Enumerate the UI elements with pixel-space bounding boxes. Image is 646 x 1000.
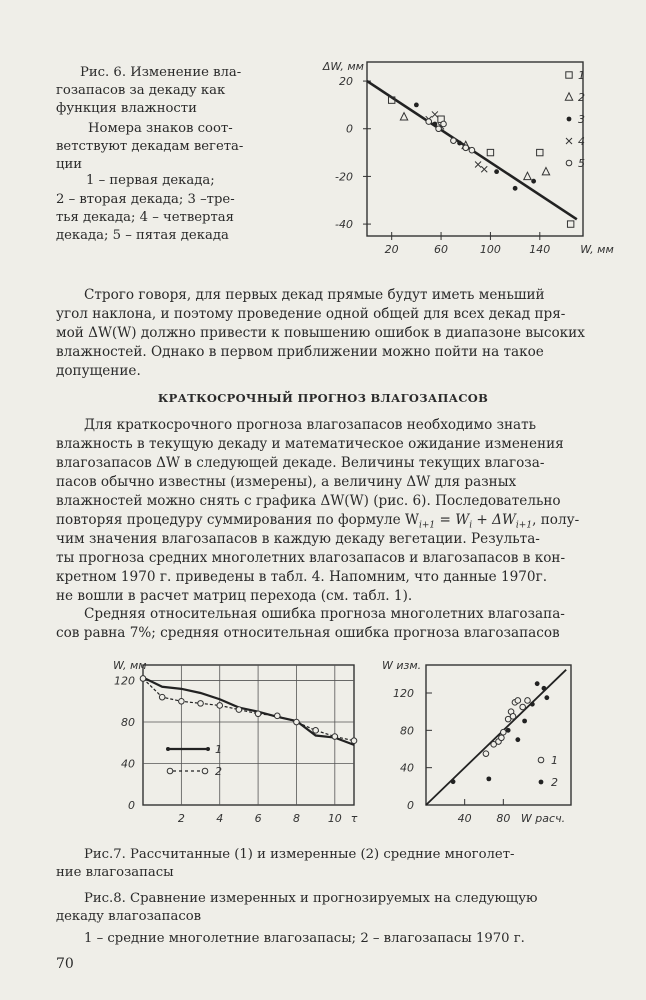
fig6-caption-line-8: 2 – вторая декада; 3 –тре-: [56, 192, 235, 207]
fig6-caption-line-10: декада; 5 – пятая декада: [56, 228, 229, 243]
fig8-ytick-label: 120: [393, 687, 414, 700]
fig8-caption-line-3: 1 – средние многолетние влагозапасы; 2 – влагозапасы 1970 г.: [84, 931, 525, 946]
fig7-xtick-label: 10: [327, 812, 342, 825]
fig6-legend-label-2: 2: [578, 91, 585, 104]
fig8-point-series-1: [515, 698, 521, 704]
fig7-ytick-label: 0: [128, 799, 135, 812]
para2-line-9: кретном 1970 г. приведены в табл. 4. Напомним, что данные 1970г.: [56, 569, 548, 585]
fig8-point-series-1: [501, 729, 507, 735]
fig8-ytick-label: 0: [407, 799, 414, 812]
section-heading: КРАТКОСРОЧНЫЙ ПРОГНОЗ ВЛАГОЗАПАСОВ: [157, 391, 489, 405]
fig8-point-series-1: [510, 714, 516, 720]
para2-line-4: пасов обычно известны (измерены), а величину ΔW для разных: [56, 474, 517, 490]
fig8-point-series-1: [483, 751, 489, 757]
fig7-xtick-label: 6: [254, 812, 262, 825]
fig7-ytick-label: 40: [121, 757, 135, 771]
formula-sub-2: i: [469, 520, 473, 531]
fig7-xtick-label: 2: [177, 812, 185, 825]
fig8-point-series-2: [515, 737, 520, 742]
fig8-xtick-label: 80: [496, 812, 511, 825]
fig6-ytick-label: 0: [346, 122, 353, 136]
fig7-legend-label-1: 1: [215, 743, 222, 756]
para2-line-7: чим значения влагозапасов в каждую декаду вегетации. Результа-: [56, 531, 540, 547]
fig7-ytick-label: 120: [114, 674, 135, 688]
para2-line-5: влажностей можно снять с графика ΔW(W) (рис. 6). Последовательно: [56, 493, 561, 509]
page-number: 70: [56, 956, 74, 972]
formula-plus: + ΔW: [476, 512, 516, 528]
fig8-ytick-label: 80: [400, 724, 414, 738]
fig6-legend-label-3: 3: [578, 113, 585, 126]
fig8-legend-marker-1: [538, 757, 544, 763]
fig6-caption-line-5: ветствуют декадам вегета-: [56, 139, 244, 154]
fig6-caption-line-3: функция влажности: [56, 101, 197, 116]
fig6-xtick-label: 100: [479, 243, 501, 256]
fig8-point-series-1: [520, 704, 526, 710]
para2-line-8: ты прогноза средних многолетних влагозапасов и влагозапасов в кон-: [56, 550, 566, 566]
para1-line-5: допущение.: [56, 363, 141, 379]
para2-line-6-text: повторяя процедуру суммирования по формуле W: [56, 512, 420, 528]
fig6-ytick-label: -20: [335, 170, 353, 184]
fig8-ylabel: W изм.: [382, 659, 422, 672]
fig7-ylabel: W, мм: [113, 659, 147, 672]
para1-line-2: угол наклона, и поэтому проведение одной общей для всех декад пря-: [56, 306, 566, 322]
fig8-point-series-2: [530, 702, 535, 707]
fig7-caption-line-2: ние влагозапасы: [56, 865, 174, 880]
fig8-point-series-2: [506, 728, 511, 733]
fig6-caption-line-1: Рис. 6. Изменение вла-: [80, 65, 242, 80]
fig8-point-series-2: [542, 686, 547, 691]
fig6-caption-line-4: Номера знаков соот-: [88, 121, 233, 136]
fig7-xtick-label: τ: [350, 812, 358, 825]
fig8-point-series-2: [535, 681, 540, 686]
fig8-point-series-1: [499, 735, 505, 741]
fig6-legend-label-4: 4: [578, 135, 585, 148]
fig8-legend-label-2: 2: [551, 776, 558, 789]
fig6-caption-line-9: тья декада; 4 – четвертая: [56, 210, 234, 225]
para2-line-3: влагозапасов ΔW в следующей декаде. Величины текущих влагоза-: [56, 455, 545, 471]
fig8-point-series-2: [544, 695, 549, 700]
fig8-point-series-2: [486, 776, 491, 781]
fig6-legend-label-5: 5: [578, 157, 585, 170]
fig7-ytick-label: 80: [121, 716, 135, 730]
para2-line-11: Средняя относительная ошибка прогноза многолетних влагозапа-: [84, 606, 565, 622]
fig8-caption-line-2: декаду влагозапасов: [56, 909, 202, 924]
formula-sub-3: i+1: [515, 520, 533, 531]
fig6-xlabel: W, мм: [580, 243, 614, 256]
fig6-ytick-label: 20: [339, 75, 353, 89]
fig6-ytick-label: -40: [335, 218, 353, 232]
fig6-caption-line-7: 1 – первая декада;: [86, 173, 215, 188]
para1-line-3: мой ΔW(W) должно привести к повышению ошибок в диапазоне высоких: [56, 325, 585, 341]
formula-sub-1: i+1: [419, 520, 436, 531]
fig8-point-series-2: [451, 779, 456, 784]
fig6-xtick-label: 140: [529, 243, 551, 256]
para2-line-1: Для краткосрочного прогноза влагозапасов необходимо знать: [84, 417, 537, 433]
fig6-xtick-label: 20: [384, 243, 399, 256]
fig7-legend-label-2: 2: [215, 765, 222, 778]
fig6-caption-line-6: ции: [56, 157, 83, 172]
formula-eq: = W: [439, 512, 470, 528]
fig8-point-series-2: [522, 719, 527, 724]
fig8-point-series-1: [525, 698, 531, 704]
fig8-xtick-label: 40: [457, 812, 472, 825]
fig6-ylabel: ΔW, мм: [322, 60, 364, 73]
fig8-xlabel: W расч.: [520, 812, 566, 825]
fig6-legend-label-1: 1: [578, 69, 585, 82]
para2-line-12: сов равна 7%; средняя относительная ошибка прогноза влагозапасов: [56, 625, 560, 641]
para1-line-4: влажностей. Однако в первом приближении можно пойти на такое: [56, 344, 544, 360]
para2-line-10: не вошли в расчет матриц перехода (см. табл. 1).: [56, 588, 413, 604]
fig7-xtick-label: 4: [216, 812, 224, 825]
fig8-legend-marker-2: [539, 780, 544, 785]
fig6-caption-line-2: гозапасов за декаду как: [56, 83, 226, 98]
fig8-caption-line-1: Рис.8. Сравнение измеренных и прогнозируемых на следующую: [84, 891, 538, 906]
fig7-caption-line-1: Рис.7. Рассчитанные (1) и измеренные (2) средние многолет-: [84, 847, 515, 862]
fig7-xtick-label: 8: [292, 812, 300, 825]
para1-line-1: Строго говоря, для первых декад прямые будут иметь меньший: [84, 287, 545, 303]
formula-after: , полу-: [532, 512, 580, 528]
fig8-legend-label-1: 1: [551, 754, 558, 767]
fig6-xtick-label: 60: [434, 243, 449, 256]
fig8-ytick-label: 40: [400, 761, 414, 775]
para2-line-2: влажность в текущую декаду и математическое ожидание изменения: [56, 436, 564, 452]
